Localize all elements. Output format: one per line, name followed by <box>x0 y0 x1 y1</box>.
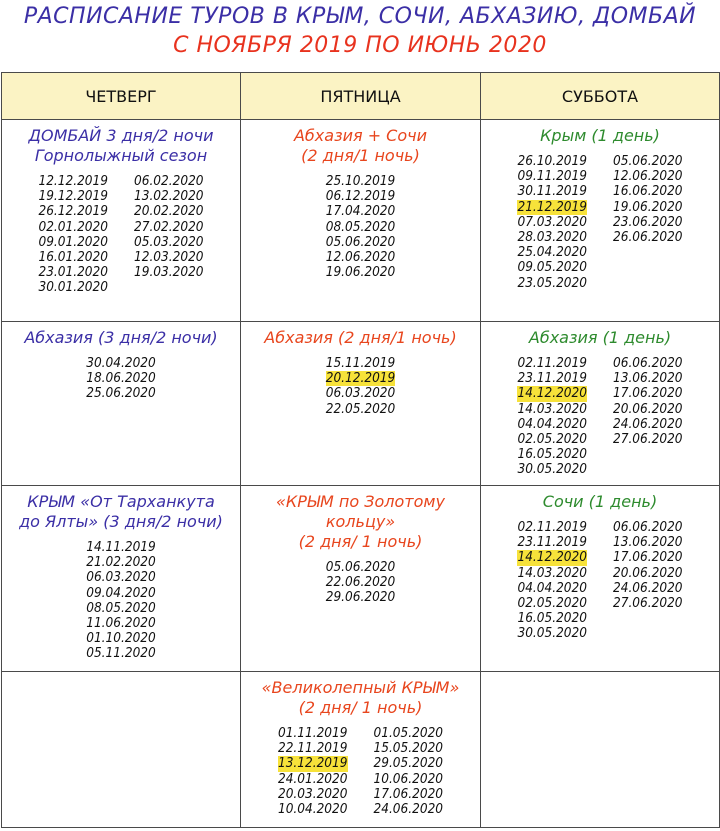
tour-date: 30.01.2020 <box>38 279 108 296</box>
tour-date: 01.05.2020 <box>373 725 444 741</box>
tour-date: 30.05.2020 <box>517 625 587 642</box>
tour-date: 17.04.2020 <box>325 203 396 220</box>
tour-date: 02.05.2020 <box>517 431 587 448</box>
tour-date: 12.12.2019 <box>38 173 108 189</box>
tour-title-line: (2 дня/ 1 ночь) <box>298 698 423 717</box>
tour-date: 19.06.2020 <box>325 264 396 281</box>
date-list <box>481 356 719 478</box>
tour-date: 30.04.2020 <box>86 355 156 371</box>
date-list <box>241 560 480 606</box>
tour-date: 02.01.2020 <box>38 218 108 235</box>
tour-date: 19.12.2019 <box>38 188 108 205</box>
tour-date: 10.06.2020 <box>373 770 444 787</box>
tour-date: 12.03.2020 <box>134 249 204 266</box>
tour-date: 20.03.2020 <box>277 785 348 802</box>
tour-date: 12.06.2020 <box>613 168 683 185</box>
tour-date: 05.11.2020 <box>86 645 156 662</box>
tour-date: 06.02.2020 <box>134 173 204 189</box>
date-column <box>86 540 156 662</box>
tour-date: 04.04.2020 <box>517 415 587 432</box>
tour-date: 20.02.2020 <box>134 203 204 220</box>
header-friday: ПЯТНИЦА <box>241 73 481 120</box>
tour-date: 09.05.2020 <box>517 259 587 276</box>
date-column <box>517 520 587 642</box>
tour-date: 26.06.2020 <box>613 229 683 246</box>
tour-title <box>481 492 719 512</box>
tour-date: 27.06.2020 <box>613 595 683 612</box>
tour-cell-saturday <box>481 672 720 828</box>
page-subtitle: С НОЯБРЯ 2019 ПО ИЮНЬ 2020 <box>173 33 547 58</box>
header-saturday: СУББОТА <box>481 73 720 120</box>
tour-date: 12.06.2020 <box>325 249 396 266</box>
tour-date-highlighted: 14.12.2020 <box>517 549 587 566</box>
tour-title <box>241 678 480 718</box>
tour-date: 10.04.2020 <box>277 801 348 818</box>
tour-date: 05.06.2020 <box>613 153 683 169</box>
header-thursday: ЧЕТВЕРГ <box>2 73 241 120</box>
tour-date: 22.11.2019 <box>277 740 348 757</box>
tour-cell-saturday <box>481 486 720 672</box>
date-column <box>134 174 204 296</box>
tour-date: 17.06.2020 <box>613 385 683 402</box>
tour-date: 14.11.2019 <box>86 539 156 555</box>
tour-date: 24.06.2020 <box>613 579 683 596</box>
tour-date: 14.03.2020 <box>517 564 587 581</box>
tour-date: 26.12.2019 <box>38 203 108 220</box>
tour-cell-saturday <box>481 120 720 322</box>
tour-title <box>241 126 480 166</box>
tour-date: 09.04.2020 <box>86 584 156 601</box>
tour-date: 01.10.2020 <box>86 630 156 647</box>
tour-date: 06.06.2020 <box>613 355 683 371</box>
tour-date: 28.03.2020 <box>517 229 587 246</box>
tour-date: 02.11.2019 <box>517 355 587 371</box>
tour-date: 02.11.2019 <box>517 519 587 535</box>
tour-date: 02.05.2020 <box>517 595 587 612</box>
tour-date: 05.06.2020 <box>325 559 396 575</box>
tour-cell-saturday <box>481 322 720 486</box>
date-list <box>481 520 719 642</box>
tour-cell-thursday <box>2 322 241 486</box>
tour-date: 06.06.2020 <box>613 519 683 535</box>
tour-date: 23.06.2020 <box>613 213 683 230</box>
tour-title-line: Горнолыжный сезон <box>34 146 208 165</box>
tour-date: 13.06.2020 <box>613 370 683 387</box>
tour-cell-thursday <box>2 486 241 672</box>
tour-title-line: ДОМБАЙ 3 дня/2 ночи <box>28 126 214 145</box>
schedule-row <box>2 120 720 322</box>
date-column <box>374 726 444 817</box>
tour-title-line: Крым (1 день) <box>540 126 660 145</box>
tour-date: 23.11.2019 <box>517 534 587 551</box>
tour-date: 25.10.2019 <box>325 173 396 189</box>
tour-date: 30.11.2019 <box>517 183 587 200</box>
tour-date: 01.11.2019 <box>277 725 348 741</box>
tour-title-line: Абхазия (3 дня/2 ночи) <box>24 328 218 347</box>
tour-title <box>2 492 240 532</box>
tour-title-line: Абхазия (2 дня/1 ночь) <box>264 328 457 347</box>
date-list <box>241 356 480 417</box>
tour-title-line: «Великолепный КРЫМ» <box>261 678 460 697</box>
date-list <box>2 540 240 662</box>
header-row <box>2 73 720 120</box>
tour-date: 05.03.2020 <box>134 233 204 250</box>
tour-title <box>2 328 240 348</box>
date-column <box>517 154 587 291</box>
tour-date: 16.05.2020 <box>517 610 587 627</box>
schedule-row <box>2 486 720 672</box>
tour-date: 25.06.2020 <box>86 385 156 402</box>
tour-date: 19.06.2020 <box>613 198 683 215</box>
schedule-table <box>1 72 720 828</box>
date-column <box>326 174 396 280</box>
date-column <box>326 356 396 417</box>
tour-date: 09.11.2019 <box>517 168 587 185</box>
tour-cell-friday <box>241 672 481 828</box>
tour-date: 15.11.2019 <box>325 355 396 371</box>
tour-cell-thursday <box>2 672 241 828</box>
tour-date-highlighted: 21.12.2019 <box>517 198 587 215</box>
date-column <box>613 520 683 642</box>
tour-date: 16.05.2020 <box>517 446 587 463</box>
tour-cell-friday <box>241 486 481 672</box>
tour-date: 14.03.2020 <box>517 400 587 417</box>
date-list <box>2 174 240 296</box>
schedule-row <box>2 672 720 828</box>
date-column <box>613 356 683 478</box>
tour-date: 18.06.2020 <box>86 370 156 387</box>
tour-date: 09.01.2020 <box>38 233 108 250</box>
tour-title-line: Сочи (1 день) <box>542 492 658 511</box>
tour-title <box>241 328 480 348</box>
tour-date: 06.03.2020 <box>325 385 396 402</box>
tour-title <box>241 492 480 552</box>
tour-cell-thursday <box>2 120 241 322</box>
tour-date: 13.06.2020 <box>613 534 683 551</box>
tour-title-line: «КРЫМ по Золотому кольцу» <box>276 492 445 531</box>
tour-date: 24.06.2020 <box>373 801 444 818</box>
tour-title-line: до Ялты» (3 дня/2 ночи) <box>19 512 223 531</box>
date-list <box>2 356 240 402</box>
tour-date: 17.06.2020 <box>613 549 683 566</box>
tour-date: 22.06.2020 <box>325 574 396 591</box>
tour-date: 06.03.2020 <box>86 569 156 586</box>
date-list <box>241 726 480 817</box>
date-list <box>481 154 719 291</box>
tour-date: 05.06.2020 <box>325 233 396 250</box>
tour-date: 27.02.2020 <box>134 218 204 235</box>
tour-date: 27.06.2020 <box>613 431 683 448</box>
tour-title <box>481 126 719 146</box>
tour-date: 23.01.2020 <box>38 264 108 281</box>
tour-date-highlighted: 20.12.2019 <box>325 370 396 387</box>
tour-date: 16.06.2020 <box>613 183 683 200</box>
tour-date: 04.04.2020 <box>517 579 587 596</box>
tour-title-line: КРЫМ «От Тарханкута <box>27 492 215 511</box>
tour-cell-friday <box>241 120 481 322</box>
tour-date: 13.02.2020 <box>134 188 204 205</box>
tour-date: 23.11.2019 <box>517 370 587 387</box>
date-column <box>326 560 396 606</box>
tour-date: 20.06.2020 <box>613 564 683 581</box>
tour-date-highlighted: 14.12.2020 <box>517 385 587 402</box>
tour-cell-friday <box>241 322 481 486</box>
tour-date: 07.03.2020 <box>517 213 587 230</box>
tour-date: 26.10.2019 <box>517 153 587 169</box>
tour-date: 06.12.2019 <box>325 188 396 205</box>
date-list <box>241 174 480 280</box>
date-column <box>517 356 587 478</box>
tour-title <box>2 126 240 166</box>
tour-date: 23.05.2020 <box>517 274 587 291</box>
date-column <box>613 154 683 291</box>
tour-date: 11.06.2020 <box>86 615 156 632</box>
tour-title-line: Абхазия (1 день) <box>528 328 672 347</box>
tour-title-line: (2 дня/1 ночь) <box>301 146 420 165</box>
tour-date: 08.05.2020 <box>325 218 396 235</box>
date-column <box>38 174 108 296</box>
tour-title-line: Абхазия + Сочи <box>293 126 427 145</box>
tour-title-line: (2 дня/ 1 ночь) <box>298 532 423 551</box>
tour-date: 24.06.2020 <box>613 415 683 432</box>
tour-date: 21.02.2020 <box>86 554 156 571</box>
tour-date: 16.01.2020 <box>38 249 108 266</box>
date-column <box>86 356 156 402</box>
tour-date: 19.03.2020 <box>134 264 204 281</box>
tour-date: 29.06.2020 <box>325 589 396 606</box>
tour-date-highlighted: 13.12.2019 <box>277 755 348 772</box>
tour-date: 30.05.2020 <box>517 461 587 478</box>
tour-date: 20.06.2020 <box>613 400 683 417</box>
tour-date: 08.05.2020 <box>86 599 156 616</box>
tour-date: 15.05.2020 <box>373 740 444 757</box>
tour-date: 25.04.2020 <box>517 244 587 261</box>
tour-date: 24.01.2020 <box>277 770 348 787</box>
tour-title <box>481 328 719 348</box>
tour-date: 17.06.2020 <box>373 785 444 802</box>
schedule-row <box>2 322 720 486</box>
tour-date: 22.05.2020 <box>325 400 396 417</box>
date-column <box>278 726 348 817</box>
tour-date: 29.05.2020 <box>373 755 444 772</box>
page-title: РАСПИСАНИЕ ТУРОВ В КРЫМ, СОЧИ, АБХАЗИЮ, ДОМБАЙ <box>23 4 697 29</box>
